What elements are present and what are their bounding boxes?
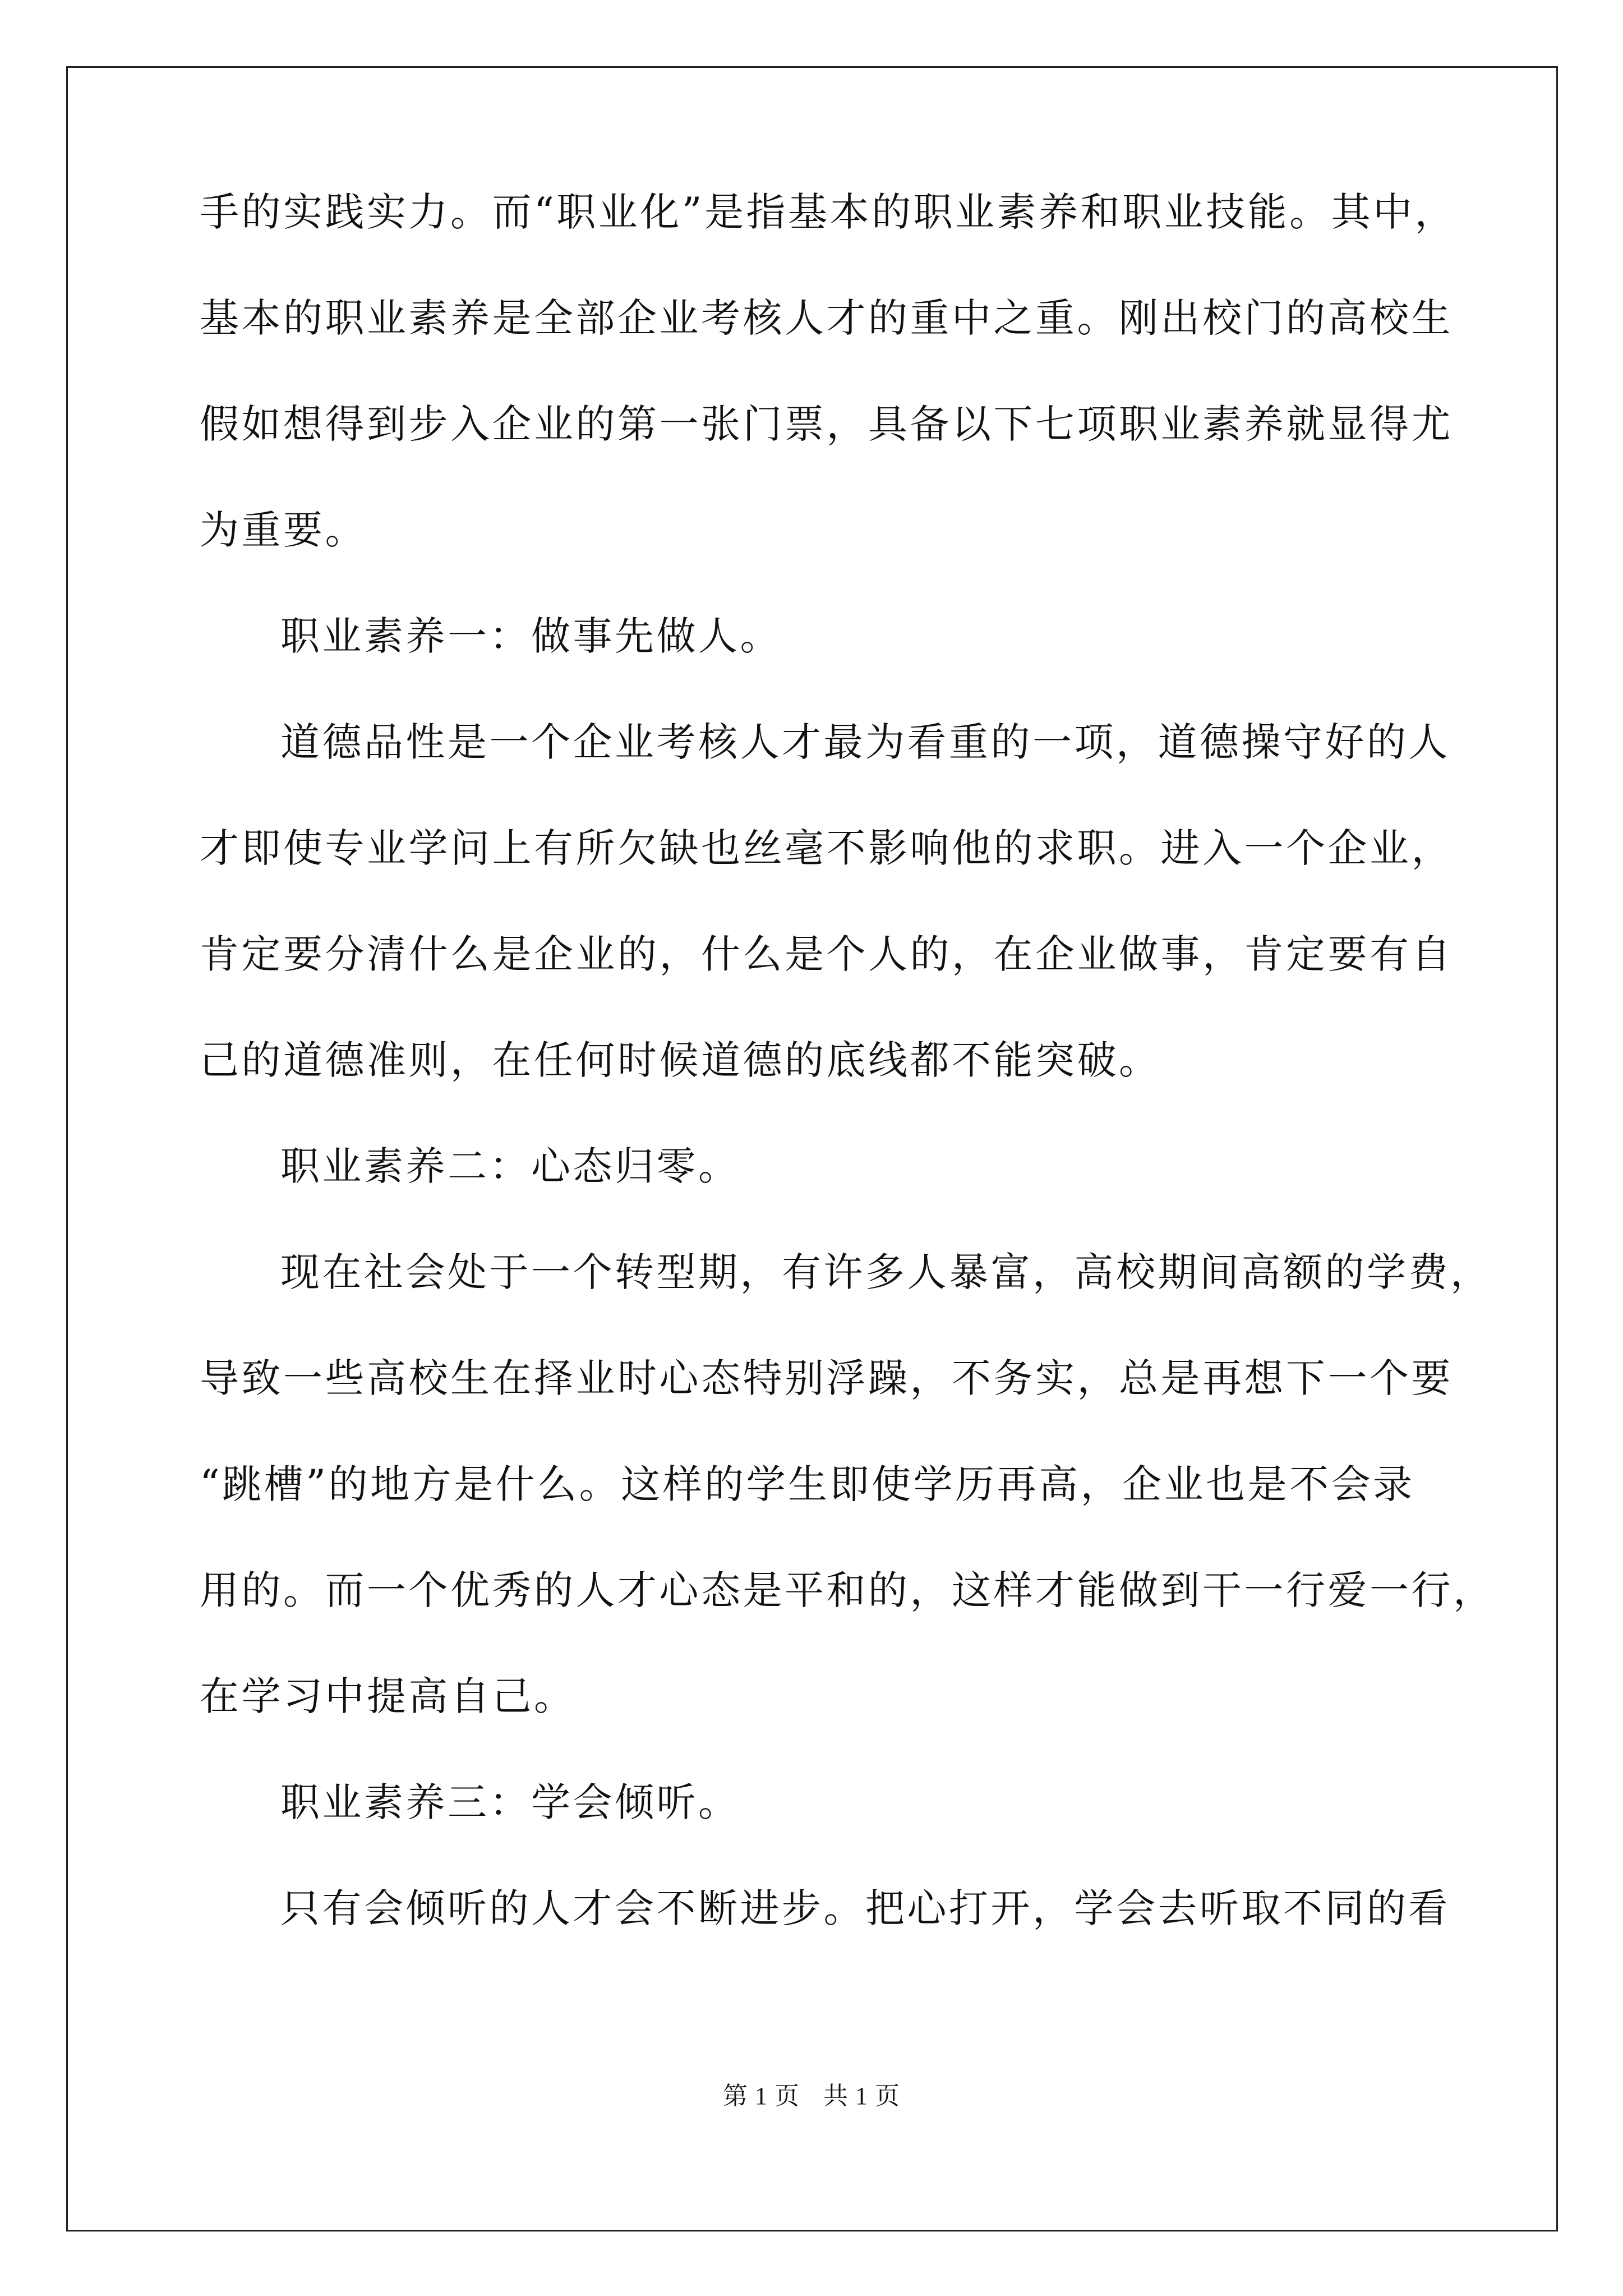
text-line: 用的。而一个优秀的人才心态是平和的，这样才能做到干一行爱一行， (200, 1567, 1495, 1613)
text-line: 道德品性是一个企业考核人才最为看重的一项，道德操守好的人 (280, 719, 1450, 765)
text-line: 在学习中提高自己。 (200, 1673, 576, 1719)
text-line: 假如想得到步入企业的第一张门票，具备以下七项职业素养就显得尤 (200, 401, 1453, 447)
section-heading: 职业素养二：心态归零。 (280, 1143, 740, 1189)
text-line: 手的实践实力。而“职业化”是指基本的职业素养和职业技能。其中， (200, 189, 1457, 235)
text-line: 基本的职业素养是全部企业考核人才的重中之重。刚出校门的高校生 (200, 295, 1453, 341)
section-heading: 职业素养一：做事先做人。 (280, 613, 782, 659)
page-total: 共 1 页 (823, 2082, 900, 2110)
text-line: 为重要。 (200, 507, 367, 553)
text-line: 己的道德准则，在任何时候道德的底线都不能突破。 (200, 1037, 1161, 1083)
page-footer (0, 2076, 1623, 2111)
page-number: 第 1 页 (723, 2082, 800, 2110)
text-line: 才即使专业学问上有所欠缺也丝毫不影响他的求职。进入一个企业， (200, 825, 1453, 871)
document-body (200, 185, 1495, 1987)
text-line: 现在社会处于一个转型期，有许多人暴富，高校期间高额的学费， (280, 1249, 1492, 1295)
text-line: 肯定要分清什么是企业的，什么是个人的，在企业做事，肯定要有自 (200, 931, 1453, 977)
text-line: “跳槽”的地方是什么。这样的学生即使学历再高，企业也是不会录 (200, 1461, 1415, 1507)
section-heading: 职业素养三：学会倾听。 (280, 1779, 740, 1825)
text-line: 导致一些高校生在择业时心态特别浮躁，不务实，总是再想下一个要 (200, 1355, 1453, 1401)
text-line: 只有会倾听的人才会不断进步。把心打开，学会去听取不同的看 (280, 1885, 1450, 1931)
